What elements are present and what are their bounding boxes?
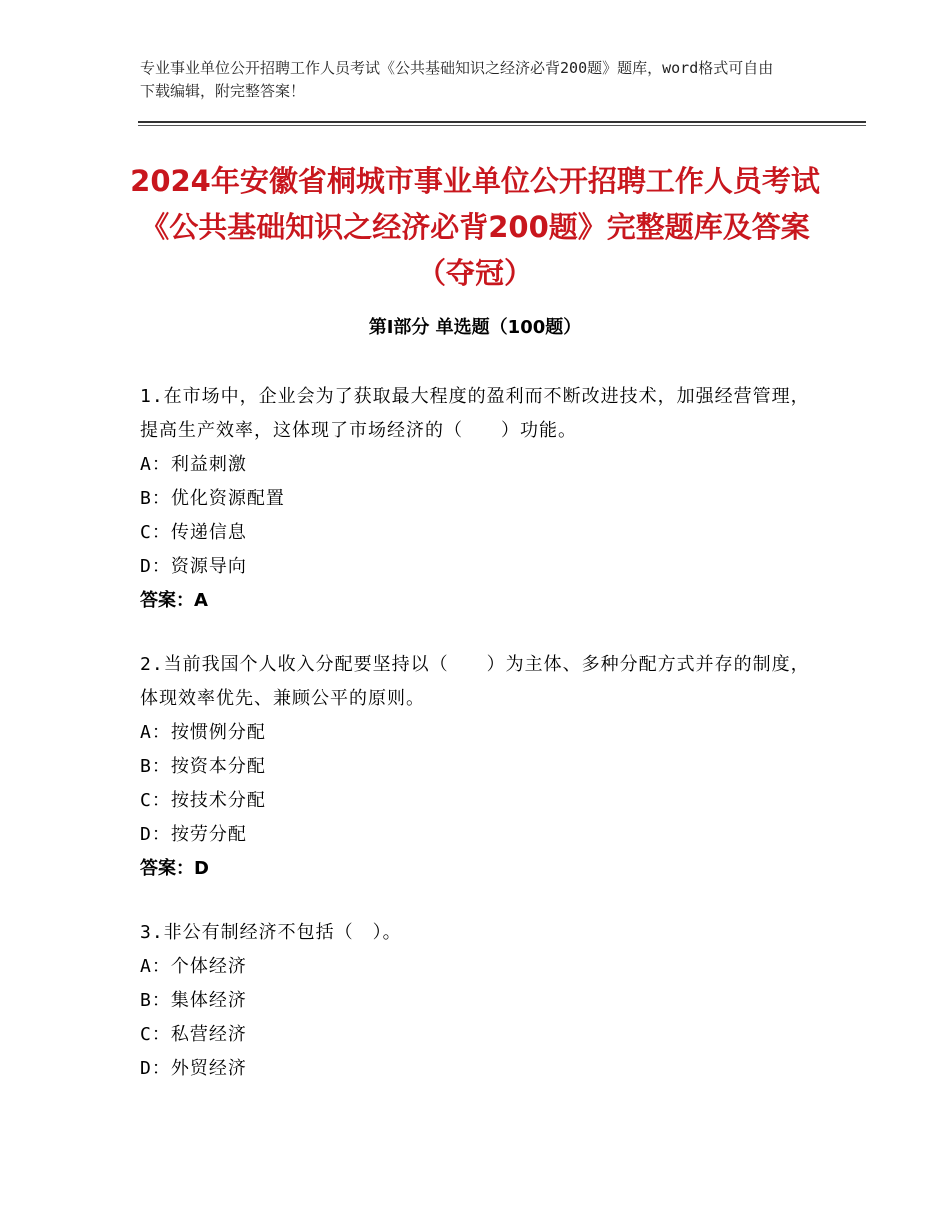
option-b: B：优化资源配置: [140, 488, 285, 509]
option-c: C：传递信息: [140, 522, 247, 543]
question-stem: 2.当前我国个人收入分配要坚持以（ ）为主体、多种分配方式并存的制度，体现效率优先、兼顾公平的原则。: [140, 654, 810, 709]
option-b: B：集体经济: [140, 990, 247, 1011]
question-stem: 1.在市场中，企业会为了获取最大程度的盈利而不断改进技术，加强经营管理，提高生产效率，这体现了市场经济的（ ）功能。: [140, 386, 810, 441]
option-b: B：按资本分配: [140, 756, 266, 777]
option-d: D：资源导向: [140, 556, 247, 577]
option-d: D：外贸经济: [140, 1058, 247, 1079]
question-1: [140, 380, 820, 618]
option-c: C：私营经济: [140, 1024, 247, 1045]
section-title: 第Ⅰ部分 单选题（100题）: [368, 317, 582, 338]
option-a: A：个体经济: [140, 956, 247, 977]
answer: 答案：D: [140, 858, 209, 879]
header-divider-thick: [138, 121, 866, 123]
question-3: [140, 916, 820, 1086]
question-stem: 3.非公有制经济不包括（ ）。: [140, 922, 402, 943]
answer: 答案：A: [140, 590, 208, 611]
header-divider-thin: [138, 125, 866, 126]
header-note: 专业事业单位公开招聘工作人员考试《公共基础知识之经济必背200题》题库，word格式可自由下载编辑，附完整答案！: [140, 59, 774, 100]
question-list: [140, 380, 820, 1116]
option-c: C：按技术分配: [140, 790, 266, 811]
option-d: D：按劳分配: [140, 824, 247, 845]
question-2: [140, 648, 820, 886]
option-a: A：利益刺激: [140, 454, 247, 475]
option-a: A：按惯例分配: [140, 722, 266, 743]
document-title: 2024年安徽省桐城市事业单位公开招聘工作人员考试《公共基础知识之经济必背200题》完整题库及答案（夺冠）: [130, 164, 820, 290]
